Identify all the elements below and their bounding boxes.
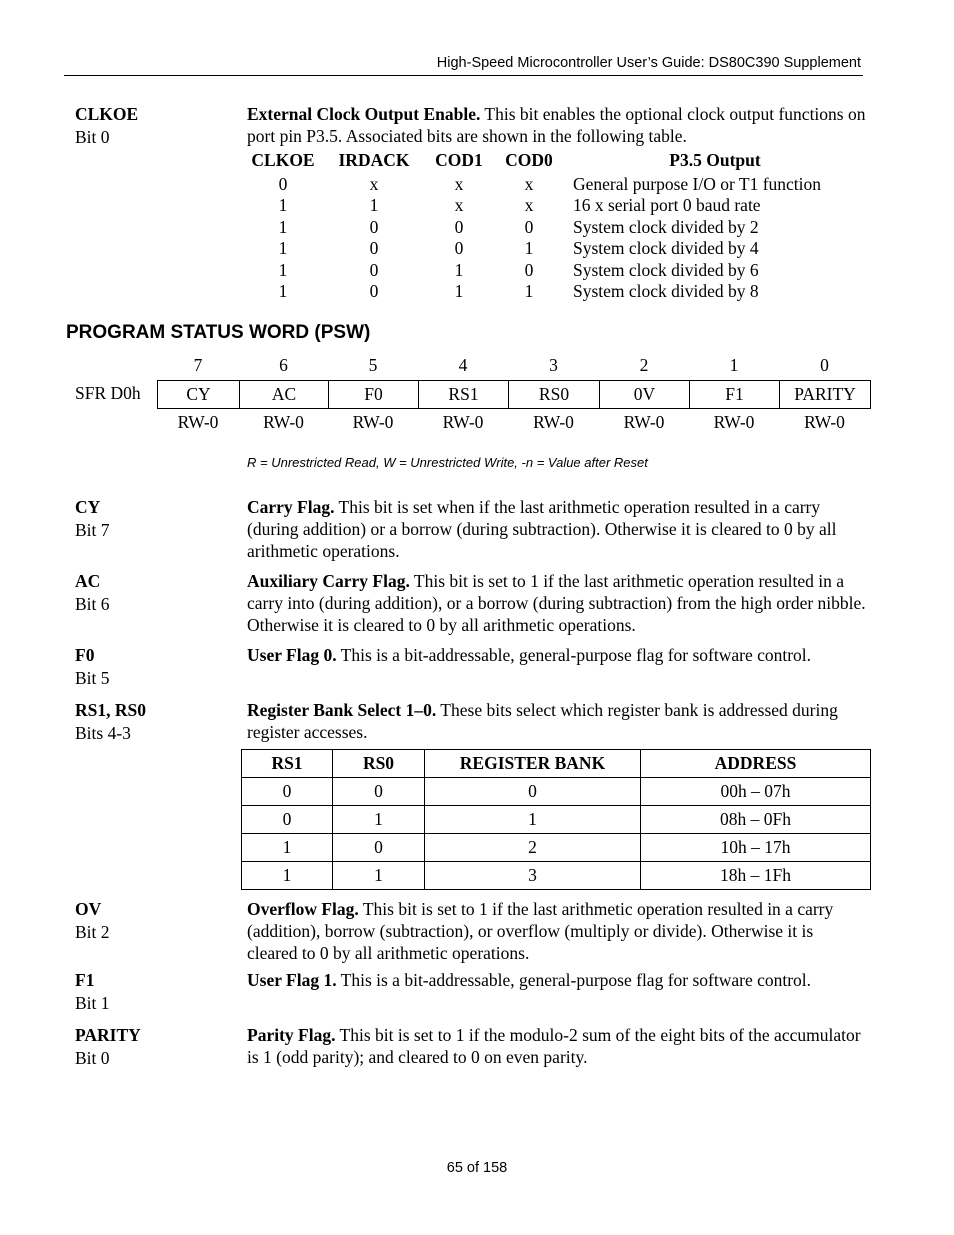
table-cell: 0 xyxy=(242,806,333,834)
ov-title: Overflow Flag. xyxy=(247,899,359,919)
access-label: RW-0 xyxy=(623,412,665,432)
table-cell: 0 xyxy=(278,174,288,194)
ov-text: This bit is set to 1 if the last arithmetic operation resulted in a carry (addition), borrow (subtraction), or overflow (multiply or divide). Otherwise it is cleared to 0 by all arithmetic operations. xyxy=(247,899,834,963)
register-bit-cell: F0 xyxy=(329,381,419,409)
table-cell: x xyxy=(524,174,534,194)
table-cell: 1 xyxy=(454,260,464,280)
bit-number: 1 xyxy=(729,355,739,375)
ac-description xyxy=(247,570,867,636)
rs-text: These bits select which register bank is addressed during register accesses. xyxy=(247,700,838,742)
parity-description xyxy=(247,1024,867,1068)
parity-title: Parity Flag. xyxy=(247,1025,336,1045)
psw-register-table xyxy=(157,380,871,409)
bit-number: 0 xyxy=(820,355,829,375)
cy-term xyxy=(75,496,110,542)
table-cell: 0 xyxy=(333,834,425,862)
table-cell: 1 xyxy=(242,862,333,890)
table-cell: 1 xyxy=(333,806,425,834)
table-cell: 0 xyxy=(425,778,641,806)
table-row xyxy=(242,862,871,890)
table-cell: 0 xyxy=(524,260,534,280)
table-cell: System clock divided by 4 xyxy=(573,238,759,258)
table-cell: 1 xyxy=(278,281,288,301)
cy-description xyxy=(247,496,867,562)
table-cell: 00h – 07h xyxy=(641,778,871,806)
clkoe-term xyxy=(75,103,138,149)
ov-description xyxy=(247,898,867,964)
table-row xyxy=(242,834,871,862)
f0-description xyxy=(247,644,867,666)
bit-number: 2 xyxy=(639,355,649,375)
table-cell: 0 xyxy=(454,238,464,258)
ov-term xyxy=(75,898,110,944)
access-label: RW-0 xyxy=(533,412,574,432)
table-cell: x xyxy=(454,195,464,215)
clkoe-name: CLKOE xyxy=(75,104,139,124)
table-cell: 1 xyxy=(278,238,288,258)
table-cell: 1 xyxy=(278,260,288,280)
table-cell: 2 xyxy=(425,834,641,862)
table-cell: 0 xyxy=(369,238,379,258)
clkoe-table xyxy=(0,150,954,310)
table-cell: 1 xyxy=(278,195,288,215)
register-bit-cell: RS1 xyxy=(419,381,509,409)
table-cell: System clock divided by 6 xyxy=(573,260,759,280)
access-label: RW-0 xyxy=(804,412,845,432)
table-cell: 0 xyxy=(524,217,534,237)
access-label: RW-0 xyxy=(352,412,394,432)
f1-term xyxy=(75,969,110,1015)
register-bank-table xyxy=(241,749,871,890)
page-number: 65 of 158 xyxy=(446,1160,508,1176)
f1-description xyxy=(247,969,867,991)
table-cell: 1 xyxy=(333,862,425,890)
header-rule xyxy=(64,75,863,76)
table-row xyxy=(242,806,871,834)
table-header-cell: RS1 xyxy=(242,750,333,778)
register-bit-cell: CY xyxy=(158,381,240,409)
parity-term xyxy=(75,1024,141,1070)
table-cell: 18h – 1Fh xyxy=(641,862,871,890)
register-bit-cell: F1 xyxy=(690,381,780,409)
f0-text: This is a bit-addressable, general-purpose flag for software control. xyxy=(336,645,812,665)
clkoe-table-header: COD1 xyxy=(435,150,483,170)
table-cell: 1 xyxy=(524,238,534,258)
cy-name: CY xyxy=(75,497,101,517)
register-bits-row xyxy=(158,381,871,409)
parity-text: This bit is set to 1 if the modulo-2 sum of the eight bits of the accumulator is 1 (odd parity); and cleared to 0 on even parity. xyxy=(247,1025,861,1067)
table-cell: 08h – 0Fh xyxy=(641,806,871,834)
table-cell: 1 xyxy=(454,281,464,301)
ac-title: Auxiliary Carry Flag. xyxy=(247,571,410,591)
rs-name: RS1, RS0 xyxy=(75,700,146,720)
f0-term xyxy=(75,644,110,690)
rs-term xyxy=(75,699,146,745)
ac-term xyxy=(75,570,110,616)
table-cell: 3 xyxy=(425,862,641,890)
table-cell: 1 xyxy=(425,806,641,834)
bit-number: 6 xyxy=(279,355,288,375)
table-cell: 1 xyxy=(369,195,379,215)
parity-name: PARITY xyxy=(75,1025,141,1045)
table-cell: 1 xyxy=(524,281,534,301)
section-title: PROGRAM STATUS WORD (PSW) xyxy=(66,322,371,343)
rs-description xyxy=(247,699,867,743)
clkoe-table-header: IRDACK xyxy=(338,150,410,170)
access-note: R = Unrestricted Read, W = Unrestricted Write, -n = Value after Reset xyxy=(247,455,648,470)
register-bit-cell: 0V xyxy=(600,381,690,409)
table-header-cell: RS0 xyxy=(333,750,425,778)
clkoe-bit: Bit 0 xyxy=(75,127,110,147)
clkoe-description xyxy=(247,103,867,147)
f1-bit: Bit 1 xyxy=(75,993,110,1013)
f0-title: User Flag 0. xyxy=(247,645,337,665)
clkoe-text: This bit enables the optional clock output functions on port pin P3.5. Associated bits are shown in the following table. xyxy=(247,104,866,146)
table-cell: x xyxy=(369,174,379,194)
register-bit-cell: AC xyxy=(240,381,329,409)
f1-text: This is a bit-addressable, general-purpose flag for software control. xyxy=(336,970,812,990)
ac-bit: Bit 6 xyxy=(75,594,110,614)
table-cell: 1 xyxy=(242,834,333,862)
ov-name: OV xyxy=(75,899,102,919)
table-cell: System clock divided by 2 xyxy=(573,217,759,237)
table-cell: x xyxy=(524,195,534,215)
ov-bit: Bit 2 xyxy=(75,922,110,942)
table-cell: 10h – 17h xyxy=(641,834,871,862)
access-label: RW-0 xyxy=(263,412,304,432)
f0-name: F0 xyxy=(75,645,95,665)
rs-title: Register Bank Select 1–0. xyxy=(247,700,437,720)
access-label: RW-0 xyxy=(442,412,484,432)
sfr-label: SFR D0h xyxy=(75,383,141,403)
clkoe-table-header: COD0 xyxy=(505,150,553,170)
page-header: High-Speed Microcontroller User’s Guide: DS80C390 Supplement xyxy=(436,55,861,71)
table-cell: x xyxy=(454,174,464,194)
clkoe-table-header: CLKOE xyxy=(251,150,315,170)
table-header-row xyxy=(242,750,871,778)
table-cell: 0 xyxy=(369,281,379,301)
table-header-cell: ADDRESS xyxy=(641,750,871,778)
rs-bit: Bits 4-3 xyxy=(75,723,131,743)
table-cell: 16 x serial port 0 baud rate xyxy=(573,195,761,215)
cy-bit: Bit 7 xyxy=(75,520,110,540)
bit-number: 7 xyxy=(193,355,203,375)
cy-title: Carry Flag. xyxy=(247,497,335,517)
f1-name: F1 xyxy=(75,970,95,990)
table-cell: System clock divided by 8 xyxy=(573,281,759,301)
f0-bit: Bit 5 xyxy=(75,668,110,688)
table-cell: General purpose I/O or T1 function xyxy=(573,174,822,194)
register-bit-cell: PARITY xyxy=(780,381,871,409)
f1-title: User Flag 1. xyxy=(247,970,337,990)
register-bit-cell: RS0 xyxy=(509,381,600,409)
bit-number: 4 xyxy=(458,355,468,375)
clkoe-table-header: P3.5 Output xyxy=(669,150,761,170)
table-row xyxy=(242,778,871,806)
table-cell: 0 xyxy=(242,778,333,806)
access-label: RW-0 xyxy=(713,412,755,432)
cy-text: This bit is set when if the last arithmetic operation resulted in a carry (during addition) or a borrow (during subtraction). Otherwise it is cleared to 0 by all arithmetic operations. xyxy=(247,497,837,561)
table-cell: 0 xyxy=(369,217,379,237)
bit-number: 3 xyxy=(549,355,558,375)
parity-bit: Bit 0 xyxy=(75,1048,110,1068)
clkoe-title: External Clock Output Enable. xyxy=(247,104,481,124)
ac-name: AC xyxy=(75,571,101,591)
table-cell: 0 xyxy=(333,778,425,806)
table-cell: 1 xyxy=(278,217,288,237)
table-cell: 0 xyxy=(369,260,379,280)
table-cell: 0 xyxy=(454,217,464,237)
ac-text: This bit is set to 1 if the last arithmetic operation resulted in a carry into (during addition), or a borrow (during subtraction) from the high order nibble. Otherwise it is cleared to 0 by all arithmetic operations. xyxy=(247,571,866,635)
table-header-cell: REGISTER BANK xyxy=(425,750,641,778)
bit-number: 5 xyxy=(368,355,378,375)
access-label: RW-0 xyxy=(177,412,219,432)
